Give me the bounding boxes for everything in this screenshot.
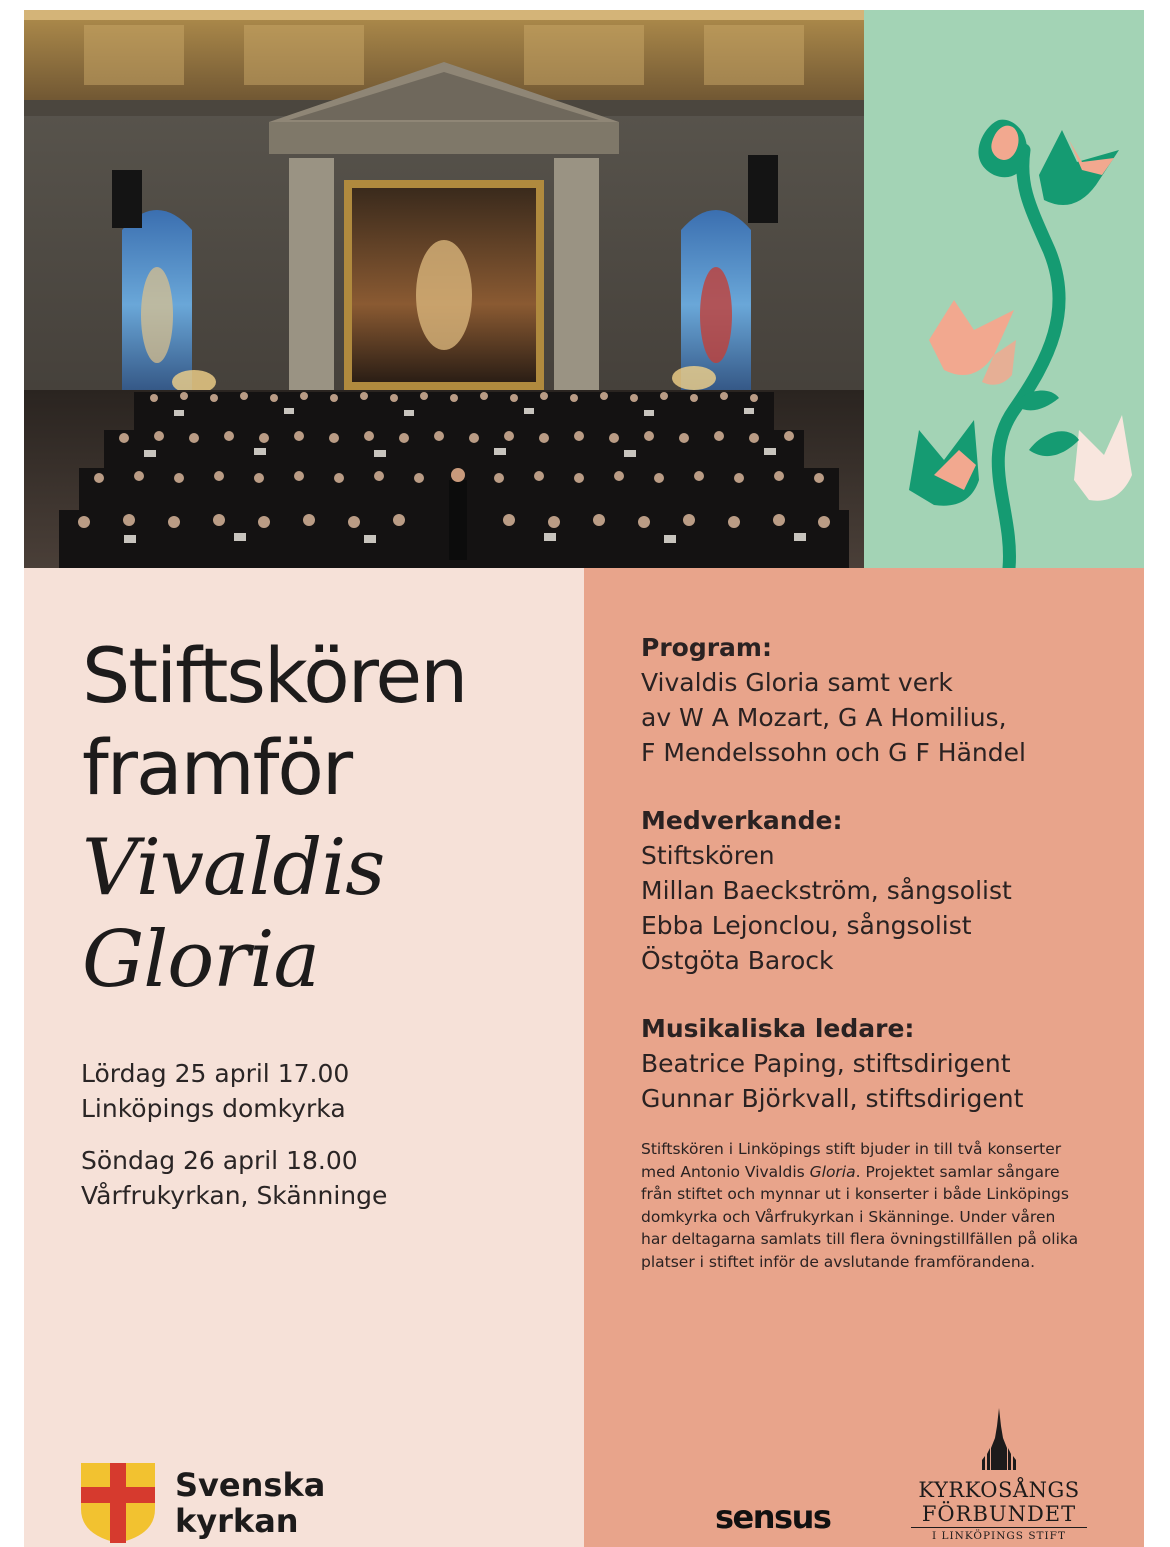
kyrkosangsforbundet-logo <box>904 1408 1094 1544</box>
participants-section <box>641 803 1121 978</box>
event-place: Vårfrukyrkan, Skänninge <box>81 1181 388 1210</box>
kyrkosangs-line-3: I LINKÖPINGS STIFT <box>932 1530 1066 1542</box>
leaders-section <box>641 1011 1121 1116</box>
program-line: av W A Mozart, G A Homilius, <box>641 703 1007 732</box>
svenska-kyrkan-wordmark <box>175 1467 325 1539</box>
left-panel <box>24 568 584 1547</box>
leader-item: Beatrice Paping, stiftsdirigent <box>641 1049 1011 1078</box>
sensus-logo: sensus <box>715 1498 831 1536</box>
page-title <box>82 630 466 1006</box>
leader-item: Gunnar Björkvall, stiftsdirigent <box>641 1084 1024 1113</box>
event-list <box>81 1056 387 1230</box>
program-line: Vivaldis Gloria samt verk <box>641 668 953 697</box>
title-line-3: Vivaldis <box>82 823 385 913</box>
participant-item: Stiftskören <box>641 841 775 870</box>
choir-photo <box>24 10 864 568</box>
title-line-1: Stiftskören <box>82 631 467 720</box>
event-item <box>81 1056 387 1126</box>
title-line-2: framför <box>82 723 352 812</box>
floral-illustration <box>864 10 1144 568</box>
event-date: Lördag 25 april 17.00 <box>81 1059 350 1088</box>
program-heading: Program: <box>641 633 772 662</box>
concert-info <box>641 630 1121 1149</box>
program-section <box>641 630 1121 770</box>
svenska-kyrkan-line-2: kyrkan <box>175 1502 299 1540</box>
cross-shield-icon <box>81 1463 155 1543</box>
svenska-kyrkan-logo <box>81 1463 411 1543</box>
title-line-4: Gloria <box>82 915 319 1005</box>
program-line: F Mendelssohn och G F Händel <box>641 738 1026 767</box>
participants-heading: Medverkande: <box>641 806 843 835</box>
event-item <box>81 1143 387 1213</box>
description-text: Stiftskören i Linköpings stift bjuder in till två konserter med Antonio Vivaldis Gloria. Projektet samlar sångare från stiftet och mynnar ut i konserter i både Linköpings domkyrka och Vårfrukyrkan i Skänninge. Under våren har deltagarna samlats till flera övningstillfällen på olika platser i stiftet inför de avslutande framförandena. <box>641 1140 1079 1271</box>
participant-item: Ebba Lejonclou, sångsolist <box>641 911 972 940</box>
right-panel <box>584 568 1144 1547</box>
kyrkosangs-line-1: KYRKOSÅNGS <box>918 1478 1080 1502</box>
kyrkosangs-line-2: FÖRBUNDET <box>911 1502 1087 1528</box>
participant-item: Östgöta Barock <box>641 946 834 975</box>
participant-item: Millan Baeckström, sångsolist <box>641 876 1012 905</box>
leaders-heading: Musikaliska ledare: <box>641 1014 915 1043</box>
svenska-kyrkan-line-1: Svenska <box>175 1466 326 1504</box>
poster <box>24 10 1144 1547</box>
church-spire-icon <box>979 1408 1019 1470</box>
description <box>641 1138 1081 1273</box>
event-place: Linköpings domkyrka <box>81 1094 346 1123</box>
event-date: Söndag 26 april 18.00 <box>81 1146 358 1175</box>
description-italic: Gloria <box>809 1162 856 1181</box>
